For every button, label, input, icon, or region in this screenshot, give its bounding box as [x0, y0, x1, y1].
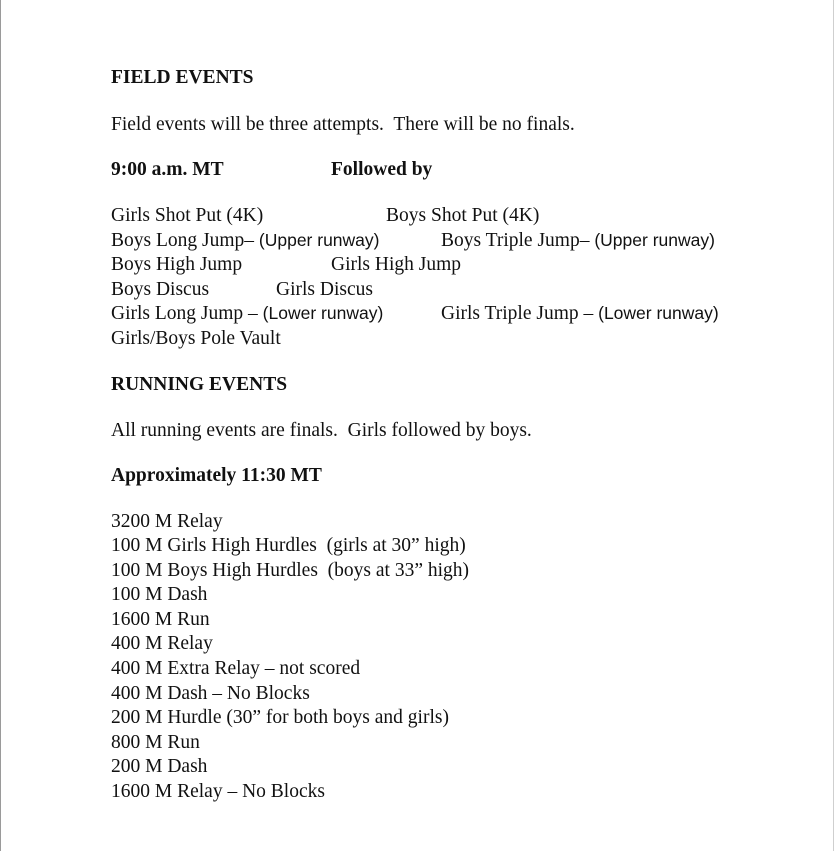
field-event-right: Girls High Jump	[331, 254, 462, 275]
runway-note: (Lower runway)	[262, 303, 384, 323]
field-event-pole-vault: Girls/Boys Pole Vault	[111, 328, 281, 349]
runway-note: (Upper runway)	[258, 230, 380, 250]
running-event: 200 M Hurdle (30” for both boys and girls)	[111, 707, 449, 728]
running-event: 1600 M Run	[111, 609, 210, 630]
event-name: Girls Long Jump –	[111, 303, 263, 324]
running-event: 400 M Dash – No Blocks	[111, 683, 310, 704]
field-events-heading: FIELD EVENTS	[111, 67, 254, 88]
running-event: 400 M Relay	[111, 633, 213, 654]
running-event: 3200 M Relay	[111, 511, 223, 532]
running-event: 100 M Dash	[111, 584, 208, 605]
running-event: 200 M Dash	[111, 756, 208, 777]
event-name: Boys Long Jump–	[111, 230, 259, 251]
field-event-left	[111, 231, 380, 251]
running-events-heading: RUNNING EVENTS	[111, 374, 288, 395]
field-event-left: Boys High Jump	[111, 254, 243, 275]
field-event-left: Boys Discus	[111, 279, 210, 300]
field-event-left: Girls Shot Put (4K)	[111, 205, 264, 226]
field-event-right	[441, 231, 715, 251]
event-name: Girls Triple Jump –	[441, 303, 599, 324]
runway-note: (Lower runway)	[598, 303, 719, 323]
field-events-intro: Field events will be three attempts. There will be no finals.	[111, 114, 575, 135]
running-event: 100 M Girls High Hurdles (girls at 30” high)	[111, 535, 466, 556]
running-events-intro: All running events are finals. Girls followed by boys.	[111, 420, 532, 441]
runway-note: (Upper runway)	[594, 230, 715, 250]
event-name: Boys Triple Jump–	[441, 230, 595, 251]
page-edge	[0, 0, 1, 851]
running-event: 100 M Boys High Hurdles (boys at 33” high)	[111, 560, 470, 581]
running-event: 400 M Extra Relay – not scored	[111, 658, 361, 679]
field-event-right: Girls Discus	[276, 279, 373, 300]
followed-by-label: Followed by	[331, 159, 433, 180]
running-events-time: Approximately 11:30 MT	[111, 465, 322, 486]
running-event: 1600 M Relay – No Blocks	[111, 781, 325, 802]
field-event-right	[441, 304, 719, 324]
field-events-time: 9:00 a.m. MT	[111, 159, 224, 180]
running-event: 800 M Run	[111, 732, 200, 753]
field-event-left	[111, 304, 383, 324]
page-edge	[833, 0, 834, 851]
field-event-right: Boys Shot Put (4K)	[386, 205, 540, 226]
